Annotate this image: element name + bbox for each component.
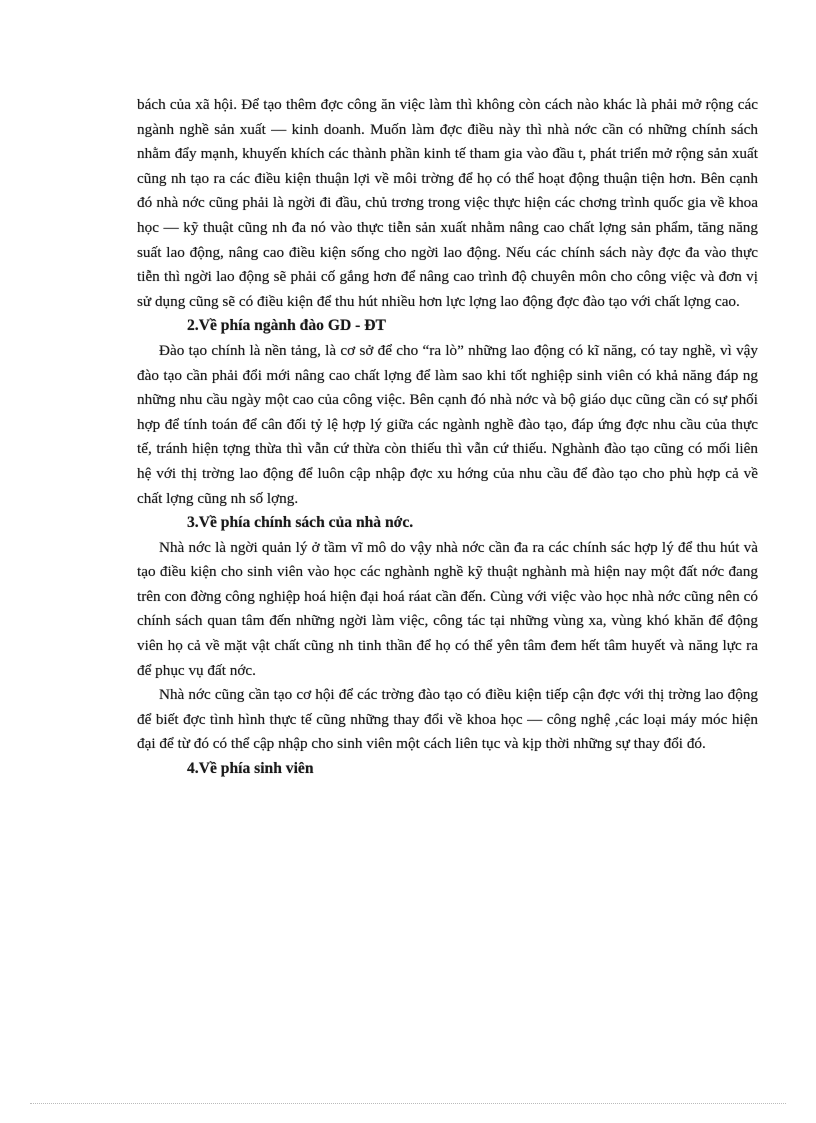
heading-training-sector: 2.Về phía ngành đào GD - ĐT [187,317,386,335]
heading-students: 4.Về phía sinh viên [187,760,314,778]
page-bottom-divider [30,1103,786,1104]
paragraph-intro: bách của xã hội. Để tạo thêm đợc công ăn việc làm thì không còn cách nào khác là phải mở rộng các ngành nghề sản xuất — kinh doanh. Muốn làm đợc điều này thì nhà nớc cần có những chính sách nhằm đẩy mạnh, khuyến khích các thành phần kinh tế tham gia vào đầu t, phát triển mở rộng sản xuất cũng nh tạo ra các điều kiện thuận lợi về môi trờng để họ có thể hoạt động thuận tiện hơn. Bên cạnh đó nhà nớc cũng phải là ngời đi đầu, chủ trơng trong việc thực hiện các chơng trình quốc gia về khoa học — kỹ thuật cũng nh đa nó vào thực tiễn sản xuất nhằm nâng cao chất lợng sản phẩm, tăng năng suất lao động, nâng cao điều kiện sống cho ngời lao động. Nếu các chính sách này đợc đa vào thực tiễn thì ngời lao động sẽ phải cố gắng hơn để nâng cao trình độ chuyên môn cho công việc và đơn vị sử dụng cũng sẽ có điều kiện để thu hút nhiều hơn lực lợng lao động đợc đào tạo với chất lợng cao. [137,96,758,310]
paragraph-state-policy-2: Nhà nớc cũng cần tạo cơ hội để các trờng đào tạo có điều kiện tiếp cận đợc với thị trờng lao động để biết đợc tình hình thực tế cũng những thay đổi về khoa học — công nghệ ,các loại máy móc hiện đại để từ đó có thể cập nhập cho sinh viên một cách liên tục và kịp thời những sự thay đổi đó. [137,686,758,753]
document-body [137,93,758,782]
paragraph-training: Đào tạo chính là nền tảng, là cơ sở để cho “ra lò” những lao động có kĩ năng, có tay nghề, vì vậy đào tạo cần phải đổi mới nâng cao chất lợng để làm sao khi tốt nghiệp sinh viên có khả năng đáp ng những nhu cầu ngày một cao của công việc. Bên cạnh đó nhà nớc và bộ giáo dục cũng cần có sự phối hợp để tính toán để cân đối tỷ lệ hợp lý giữa các ngành nghề đào tạo, đáp ứng đợc nhu cầu của thực tế, tránh hiện tợng thừa thì vẫn cứ thừa còn thiếu thì vẫn cứ thiếu. Nghành đào tạo cũng có mối liên hệ với thị trờng lao động để luôn cập nhập đợc xu hớng của nhu cầu để đào tạo cho phù hợp cả về chất lợng cũng nh số lợng. [137,341,758,507]
paragraph-state-policy-1: Nhà nớc là ngời quản lý ở tầm vĩ mô do vậy nhà nớc cần đa ra các chính sác hợp lý để thu hút và tạo điều kiện cho sinh viên vào học các nghành nghề kỹ thuật nghành mà hiện nay một đất nớc đang trên con đờng công nghiệp hoá hiện đại hoá ráat cần đến. Cùng với việc vào học nhà nớc cũng nên có chính sách quan tâm đến những ngời làm việc, công tác tại những vùng xa, vùng khó khăn để động viên họ cả về mặt vật chất cũng nh tinh thần để họ có thể yên tâm đem hết tâm huyết và năng lực ra để phục vụ đất nớc. [137,538,758,679]
heading-state-policy: 3.Về phía chính sách của nhà nớc. [187,514,414,532]
